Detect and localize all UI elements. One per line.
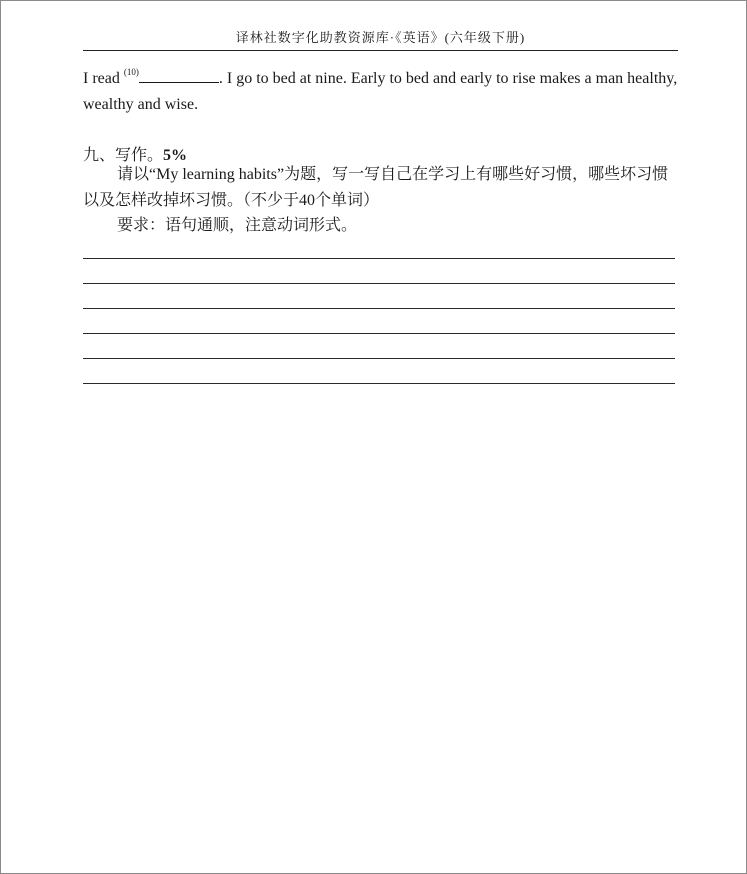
writing-requirement xyxy=(83,213,683,239)
section-score: 5% xyxy=(163,147,188,164)
task-text: 请以“My learning habits”为题，写一写自己在学习上有哪些好习惯，哪些坏习惯以及怎样改掉坏习惯。（不少于40个单词） xyxy=(83,166,669,209)
writing-area[interactable] xyxy=(83,258,675,408)
writing-line[interactable] xyxy=(83,383,675,384)
fill-in-blank[interactable] xyxy=(139,68,219,83)
header-title: 译林社数字化助教资源库·《英语》(六年级下册) xyxy=(235,30,526,45)
writing-task xyxy=(83,162,683,214)
reading-suffix: . I go to bed at nine. Early to bed and early to rise makes a man healthy, wealthy and wise. xyxy=(83,70,678,113)
writing-line[interactable] xyxy=(83,308,675,309)
reading-paragraph xyxy=(83,66,683,118)
writing-line[interactable] xyxy=(83,258,675,259)
page-header xyxy=(83,28,678,51)
section-title: 九、写作。 xyxy=(83,147,164,164)
reading-prefix: I read xyxy=(83,70,124,87)
writing-line[interactable] xyxy=(83,358,675,359)
blank-number: (10) xyxy=(123,67,139,77)
writing-line[interactable] xyxy=(83,333,675,334)
writing-line[interactable] xyxy=(83,283,675,284)
requirement-text: 要求：语句通顺，注意动词形式。 xyxy=(117,217,358,234)
